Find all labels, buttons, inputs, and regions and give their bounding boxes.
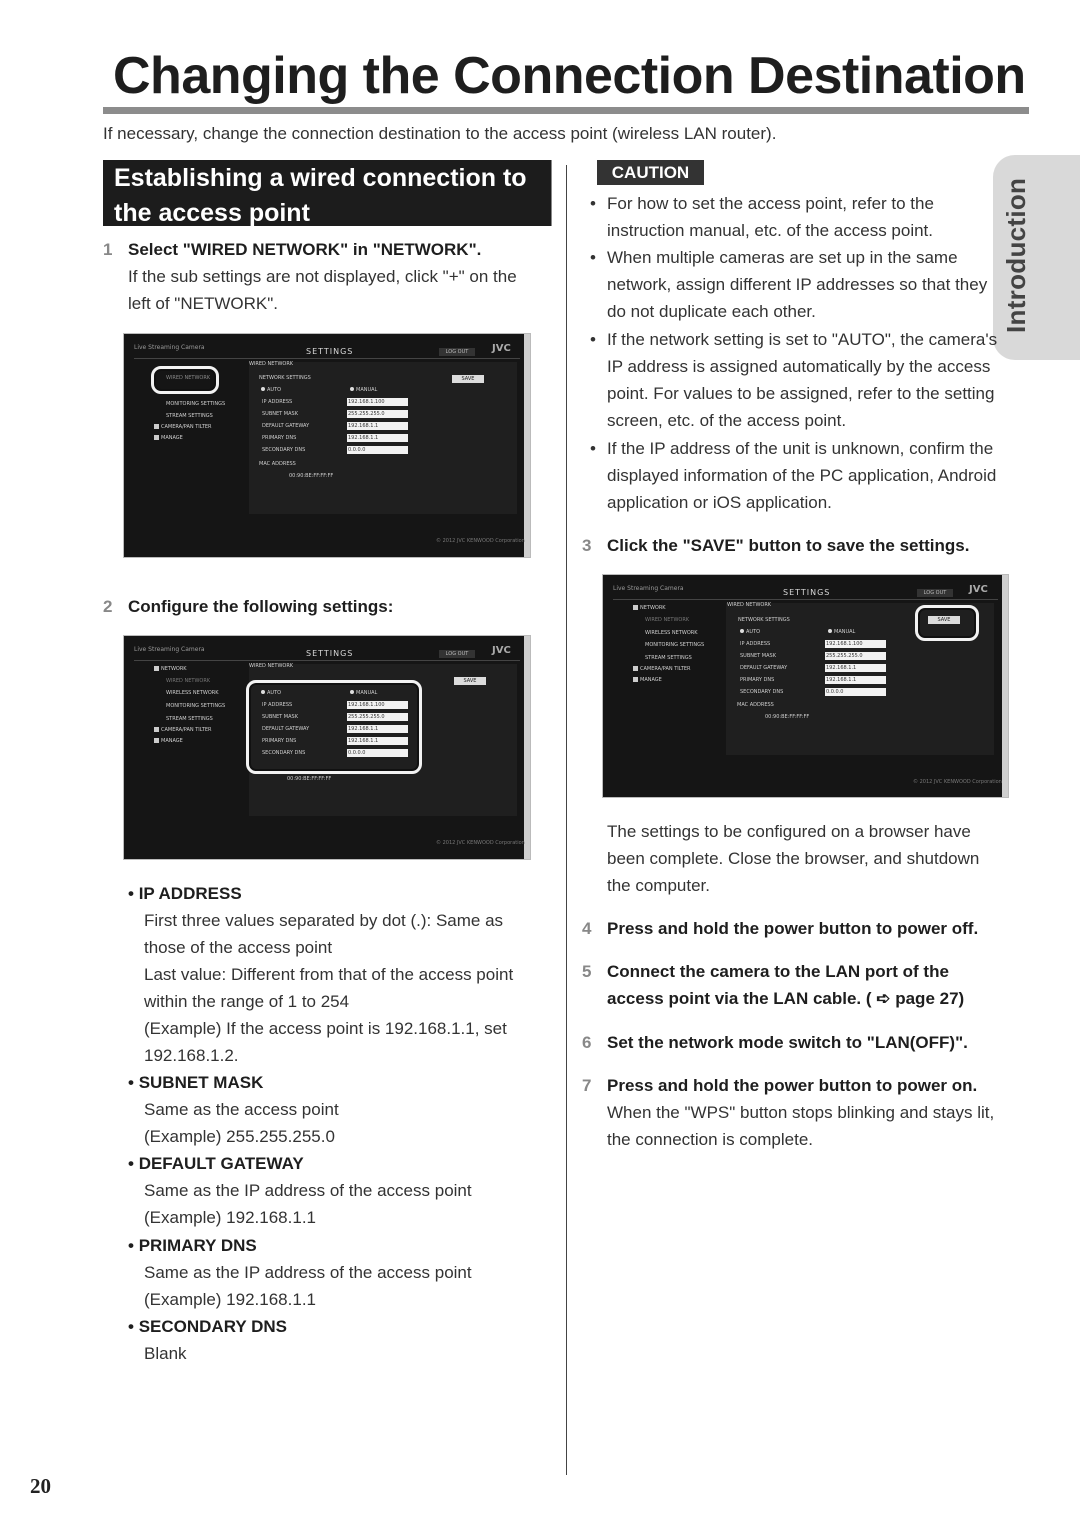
menu-manage[interactable]: MANAGE bbox=[161, 435, 183, 441]
caution-line: If the IP address of the unit is unknown, confirm the bbox=[607, 439, 994, 458]
page-title: Changing the Connection Destination bbox=[113, 47, 1026, 105]
def-ip-address-head: • IP ADDRESS bbox=[128, 884, 242, 903]
intro-text: If necessary, change the connection destination to the access point (wireless LAN router). bbox=[103, 124, 777, 143]
network-settings-label: NETWORK SETTINGS bbox=[738, 617, 790, 623]
section-heading bbox=[103, 160, 552, 226]
secondary-dns-field[interactable]: 0.0.0.0 bbox=[347, 749, 408, 757]
plus-icon[interactable] bbox=[154, 435, 159, 440]
menu-monitoring[interactable]: MONITORING SETTINGS bbox=[166, 401, 226, 407]
menu-wired-network[interactable]: WIRED NETWORK bbox=[166, 678, 211, 684]
menu-network[interactable]: NETWORK bbox=[640, 605, 666, 611]
caution-line: instruction manual, etc. of the access point. bbox=[607, 221, 934, 240]
menu-camera[interactable]: CAMERA/PAN TILTER bbox=[161, 727, 212, 733]
ip-label: IP ADDRESS bbox=[740, 641, 771, 647]
mac-label: MAC ADDRESS bbox=[259, 461, 296, 467]
logout-button[interactable]: LOG OUT bbox=[439, 650, 475, 658]
def-text: (Example) 192.168.1.1 bbox=[144, 1290, 316, 1309]
manual-radio[interactable] bbox=[350, 690, 354, 694]
copyright: © 2012 JVC KENWOOD Corporation bbox=[436, 840, 525, 846]
menu-stream[interactable]: STREAM SETTINGS bbox=[645, 655, 692, 661]
def-text: Same as the access point bbox=[144, 1100, 339, 1119]
def-text: First three values separated by dot (.): Same as bbox=[144, 911, 504, 930]
plus-icon[interactable] bbox=[633, 666, 638, 671]
mac-label: MAC ADDRESS bbox=[737, 702, 774, 708]
caution-line: displayed information of the PC application, Android bbox=[607, 466, 997, 485]
subnet-field[interactable]: 255.255.255.0 bbox=[347, 410, 408, 418]
plus-icon[interactable] bbox=[154, 424, 159, 429]
def-text: 192.168.1.2. bbox=[144, 1046, 239, 1065]
caution-line: If the network setting is set to "AUTO", the camera's bbox=[607, 330, 998, 349]
step-title: Click the "SAVE" button to save the settings. bbox=[607, 536, 970, 555]
step-text: the connection is complete. bbox=[607, 1130, 814, 1149]
def-text: Same as the IP address of the access point bbox=[144, 1263, 472, 1282]
step-title: Press and hold the power button to power on. bbox=[607, 1076, 978, 1095]
menu-manage[interactable]: MANAGE bbox=[640, 677, 662, 683]
auto-label: AUTO bbox=[267, 690, 282, 696]
divider bbox=[134, 660, 520, 661]
caution-line: point. For values to be assigned, refer to the setting bbox=[607, 384, 995, 403]
auto-label: AUTO bbox=[267, 387, 282, 393]
subnet-field[interactable]: 255.255.255.0 bbox=[825, 652, 886, 660]
step-number: 6 bbox=[582, 1033, 592, 1052]
jvc-logo: JVC bbox=[492, 645, 511, 656]
subnet-label: SUBNET MASK bbox=[740, 653, 776, 659]
menu-stream[interactable]: STREAM SETTINGS bbox=[166, 716, 213, 722]
auto-radio[interactable] bbox=[740, 629, 744, 633]
save-button[interactable]: SAVE bbox=[452, 375, 484, 383]
gateway-label: DEFAULT GATEWAY bbox=[740, 665, 788, 671]
def-secondary-dns-head: • SECONDARY DNS bbox=[128, 1317, 287, 1336]
gateway-field[interactable]: 192.168.1.1 bbox=[825, 664, 886, 672]
section-heading-line2: the access point bbox=[114, 199, 310, 227]
primary-dns-label: PRIMARY DNS bbox=[262, 738, 297, 744]
secondary-dns-field[interactable]: 0.0.0.0 bbox=[347, 446, 408, 454]
def-text: within the range of 1 to 254 bbox=[144, 992, 350, 1011]
ip-field[interactable]: 192.168.1.100 bbox=[347, 398, 408, 406]
menu-stream[interactable]: STREAM SETTINGS bbox=[166, 413, 213, 419]
manual-label: MANUAL bbox=[834, 629, 856, 635]
title-rule bbox=[103, 107, 1029, 114]
logout-button[interactable]: LOG OUT bbox=[917, 589, 953, 597]
menu-wireless-network[interactable]: WIRELESS NETWORK bbox=[166, 690, 219, 696]
step-5 bbox=[582, 958, 1032, 1014]
mac-value: 00:90:BE:FF:FF:FF bbox=[287, 776, 332, 782]
completion-note bbox=[590, 818, 1020, 902]
app-name: Live Streaming Camera bbox=[613, 585, 684, 592]
plus-icon[interactable] bbox=[633, 677, 638, 682]
page-heading: WIRED NETWORK bbox=[249, 663, 294, 669]
step-3 bbox=[582, 532, 1032, 560]
manual-label: MANUAL bbox=[356, 690, 378, 696]
def-text: those of the access point bbox=[144, 938, 333, 957]
step-number: 5 bbox=[582, 962, 592, 981]
menu-wired-network[interactable]: WIRED NETWORK bbox=[645, 617, 690, 623]
step-title: Connect the camera to the LAN port of the bbox=[607, 962, 949, 981]
gateway-label: DEFAULT GATEWAY bbox=[262, 423, 310, 429]
page-heading: WIRED NETWORK bbox=[727, 602, 772, 608]
step-4 bbox=[582, 915, 1032, 943]
settings-header: SETTINGS bbox=[783, 588, 831, 597]
screenshot-save bbox=[602, 574, 1009, 798]
secondary-dns-label: SECONDARY DNS bbox=[740, 689, 784, 695]
step-7 bbox=[582, 1072, 1032, 1156]
menu-wireless-network[interactable]: WIRELESS NETWORK bbox=[645, 630, 698, 636]
step-title: Set the network mode switch to "LAN(OFF)". bbox=[607, 1033, 968, 1052]
logout-button[interactable]: LOG OUT bbox=[439, 348, 475, 356]
caution-line: network, assign different IP addresses so that they bbox=[607, 275, 988, 294]
divider bbox=[613, 599, 998, 600]
menu-camera[interactable]: CAMERA/PAN TILTER bbox=[161, 424, 212, 430]
save-button[interactable]: SAVE bbox=[928, 616, 960, 624]
step-6 bbox=[582, 1029, 1032, 1057]
menu-wired-network[interactable]: WIRED NETWORK bbox=[166, 375, 211, 381]
copyright: © 2012 JVC KENWOOD Corporation bbox=[436, 538, 525, 544]
def-text: (Example) If the access point is 192.168.1.1, set bbox=[144, 1019, 507, 1038]
note-line: the computer. bbox=[607, 876, 711, 895]
plus-icon[interactable] bbox=[154, 727, 159, 732]
subnet-label: SUBNET MASK bbox=[262, 714, 298, 720]
secondary-dns-label: SECONDARY DNS bbox=[262, 447, 306, 453]
ip-label: IP ADDRESS bbox=[262, 399, 293, 405]
save-button[interactable]: SAVE bbox=[454, 677, 486, 685]
secondary-dns-field[interactable]: 0.0.0.0 bbox=[825, 688, 886, 696]
def-default-gateway-head: • DEFAULT GATEWAY bbox=[128, 1154, 304, 1173]
step-title: Configure the following settings: bbox=[128, 597, 394, 616]
def-text: (Example) 192.168.1.1 bbox=[144, 1208, 316, 1227]
ip-field[interactable]: 192.168.1.100 bbox=[347, 701, 408, 709]
gateway-label: DEFAULT GATEWAY bbox=[262, 726, 310, 732]
column-divider bbox=[566, 165, 567, 1475]
page-heading: WIRED NETWORK bbox=[249, 361, 294, 367]
introduction-tab-label: Introduction bbox=[1001, 177, 1031, 333]
step-2 bbox=[103, 593, 553, 621]
menu-manage[interactable]: MANAGE bbox=[161, 738, 183, 744]
step-text: If the sub settings are not displayed, click "+" on the bbox=[128, 267, 517, 286]
ip-field[interactable]: 192.168.1.100 bbox=[825, 640, 886, 648]
step-number: 3 bbox=[582, 536, 592, 555]
app-name: Live Streaming Camera bbox=[134, 344, 205, 351]
step-number: 4 bbox=[582, 919, 592, 938]
secondary-dns-label: SECONDARY DNS bbox=[262, 750, 306, 756]
note-line: been complete. Close the browser, and shutdown bbox=[607, 849, 980, 868]
caution-line: When multiple cameras are set up in the same bbox=[607, 248, 958, 267]
menu-monitoring[interactable]: MONITORING SETTINGS bbox=[645, 642, 705, 648]
menu-network[interactable]: NETWORK bbox=[161, 666, 187, 672]
step-text: left of "NETWORK". bbox=[128, 294, 278, 313]
page-reference-link[interactable]: access point via the LAN cable. ( ➪ page 27) bbox=[607, 989, 965, 1008]
subnet-field[interactable]: 255.255.255.0 bbox=[347, 713, 408, 721]
step-text: When the "WPS" button stops blinking and stays lit, bbox=[607, 1103, 995, 1122]
plus-icon[interactable] bbox=[633, 605, 638, 610]
auto-label: AUTO bbox=[746, 629, 761, 635]
gateway-field[interactable]: 192.168.1.1 bbox=[347, 725, 408, 733]
primary-dns-field[interactable]: 192.168.1.1 bbox=[347, 434, 408, 442]
def-text: Same as the IP address of the access point bbox=[144, 1181, 472, 1200]
caution-label: CAUTION bbox=[597, 160, 704, 185]
auto-radio[interactable] bbox=[261, 690, 265, 694]
screenshot-wired-network bbox=[123, 333, 531, 558]
ip-label: IP ADDRESS bbox=[262, 702, 293, 708]
caution-line: do not duplicate each other. bbox=[607, 302, 816, 321]
subnet-label: SUBNET MASK bbox=[262, 411, 298, 417]
manual-radio[interactable] bbox=[350, 387, 354, 391]
step-number: 7 bbox=[582, 1076, 592, 1095]
gateway-field[interactable]: 192.168.1.1 bbox=[347, 422, 408, 430]
caution-line: screen, etc. of the access point. bbox=[607, 411, 847, 430]
menu-monitoring[interactable]: MONITORING SETTINGS bbox=[166, 703, 226, 709]
network-settings-label: NETWORK SETTINGS bbox=[259, 375, 311, 381]
def-subnet-mask-head: • SUBNET MASK bbox=[128, 1073, 264, 1092]
section-heading-line1: Establishing a wired connection to bbox=[114, 164, 527, 192]
divider bbox=[134, 358, 520, 359]
primary-dns-label: PRIMARY DNS bbox=[262, 435, 297, 441]
primary-dns-field[interactable]: 192.168.1.1 bbox=[825, 676, 886, 684]
caution-line: IP address is assigned automatically by the access bbox=[607, 357, 991, 376]
plus-icon[interactable] bbox=[154, 666, 159, 671]
step-number: 1 bbox=[103, 240, 113, 259]
page-number: 20 bbox=[30, 1474, 51, 1498]
scrollbar bbox=[524, 334, 530, 557]
auto-radio[interactable] bbox=[261, 387, 265, 391]
screenshot-configure-settings bbox=[123, 635, 531, 860]
app-name: Live Streaming Camera bbox=[134, 646, 205, 653]
def-text: Last value: Different from that of the access point bbox=[144, 965, 514, 984]
menu-camera[interactable]: CAMERA/PAN TILTER bbox=[640, 666, 691, 672]
jvc-logo: JVC bbox=[969, 584, 988, 595]
step-1 bbox=[103, 236, 553, 320]
mac-value: 00:90:BE:FF:FF:FF bbox=[289, 473, 334, 479]
scrollbar bbox=[1002, 575, 1008, 797]
note-line: The settings to be configured on a browser have bbox=[607, 822, 971, 841]
manual-label: MANUAL bbox=[356, 387, 378, 393]
def-text: Blank bbox=[144, 1344, 187, 1363]
caution-line: For how to set the access point, refer to the bbox=[607, 194, 934, 213]
def-primary-dns-head: • PRIMARY DNS bbox=[128, 1236, 257, 1255]
step-title: Select "WIRED NETWORK" in "NETWORK". bbox=[128, 240, 482, 259]
plus-icon[interactable] bbox=[154, 738, 159, 743]
primary-dns-label: PRIMARY DNS bbox=[740, 677, 775, 683]
mac-value: 00:90:BE:FF:FF:FF bbox=[765, 714, 810, 720]
def-text: (Example) 255.255.255.0 bbox=[144, 1127, 335, 1146]
jvc-logo: JVC bbox=[492, 343, 511, 354]
manual-radio[interactable] bbox=[828, 629, 832, 633]
caution-list: • For how to set the access point, refer to the instruction manual, etc. of the access point. • When multiple cameras are set up in the same network, assign different IP addresses so that they do not duplicate each other. • If the network setting is set to "AUTO", the camera's IP address is assigned automatically by the access point. For values to be assigned, refer to the setting screen, etc. of the access point. • If the IP address of the unit is unknown, confirm the displayed information of the PC application, Android application or iOS application. bbox=[590, 190, 1020, 520]
primary-dns-field[interactable]: 192.168.1.1 bbox=[347, 737, 408, 745]
step-title: Press and hold the power button to power off. bbox=[607, 919, 979, 938]
settings-header: SETTINGS bbox=[306, 649, 354, 658]
step-number: 2 bbox=[103, 597, 113, 616]
scrollbar bbox=[524, 636, 530, 859]
settings-header: SETTINGS bbox=[306, 347, 354, 356]
caution-line: application or iOS application. bbox=[607, 493, 832, 512]
copyright: © 2012 JVC KENWOOD Corporation bbox=[913, 779, 1002, 785]
